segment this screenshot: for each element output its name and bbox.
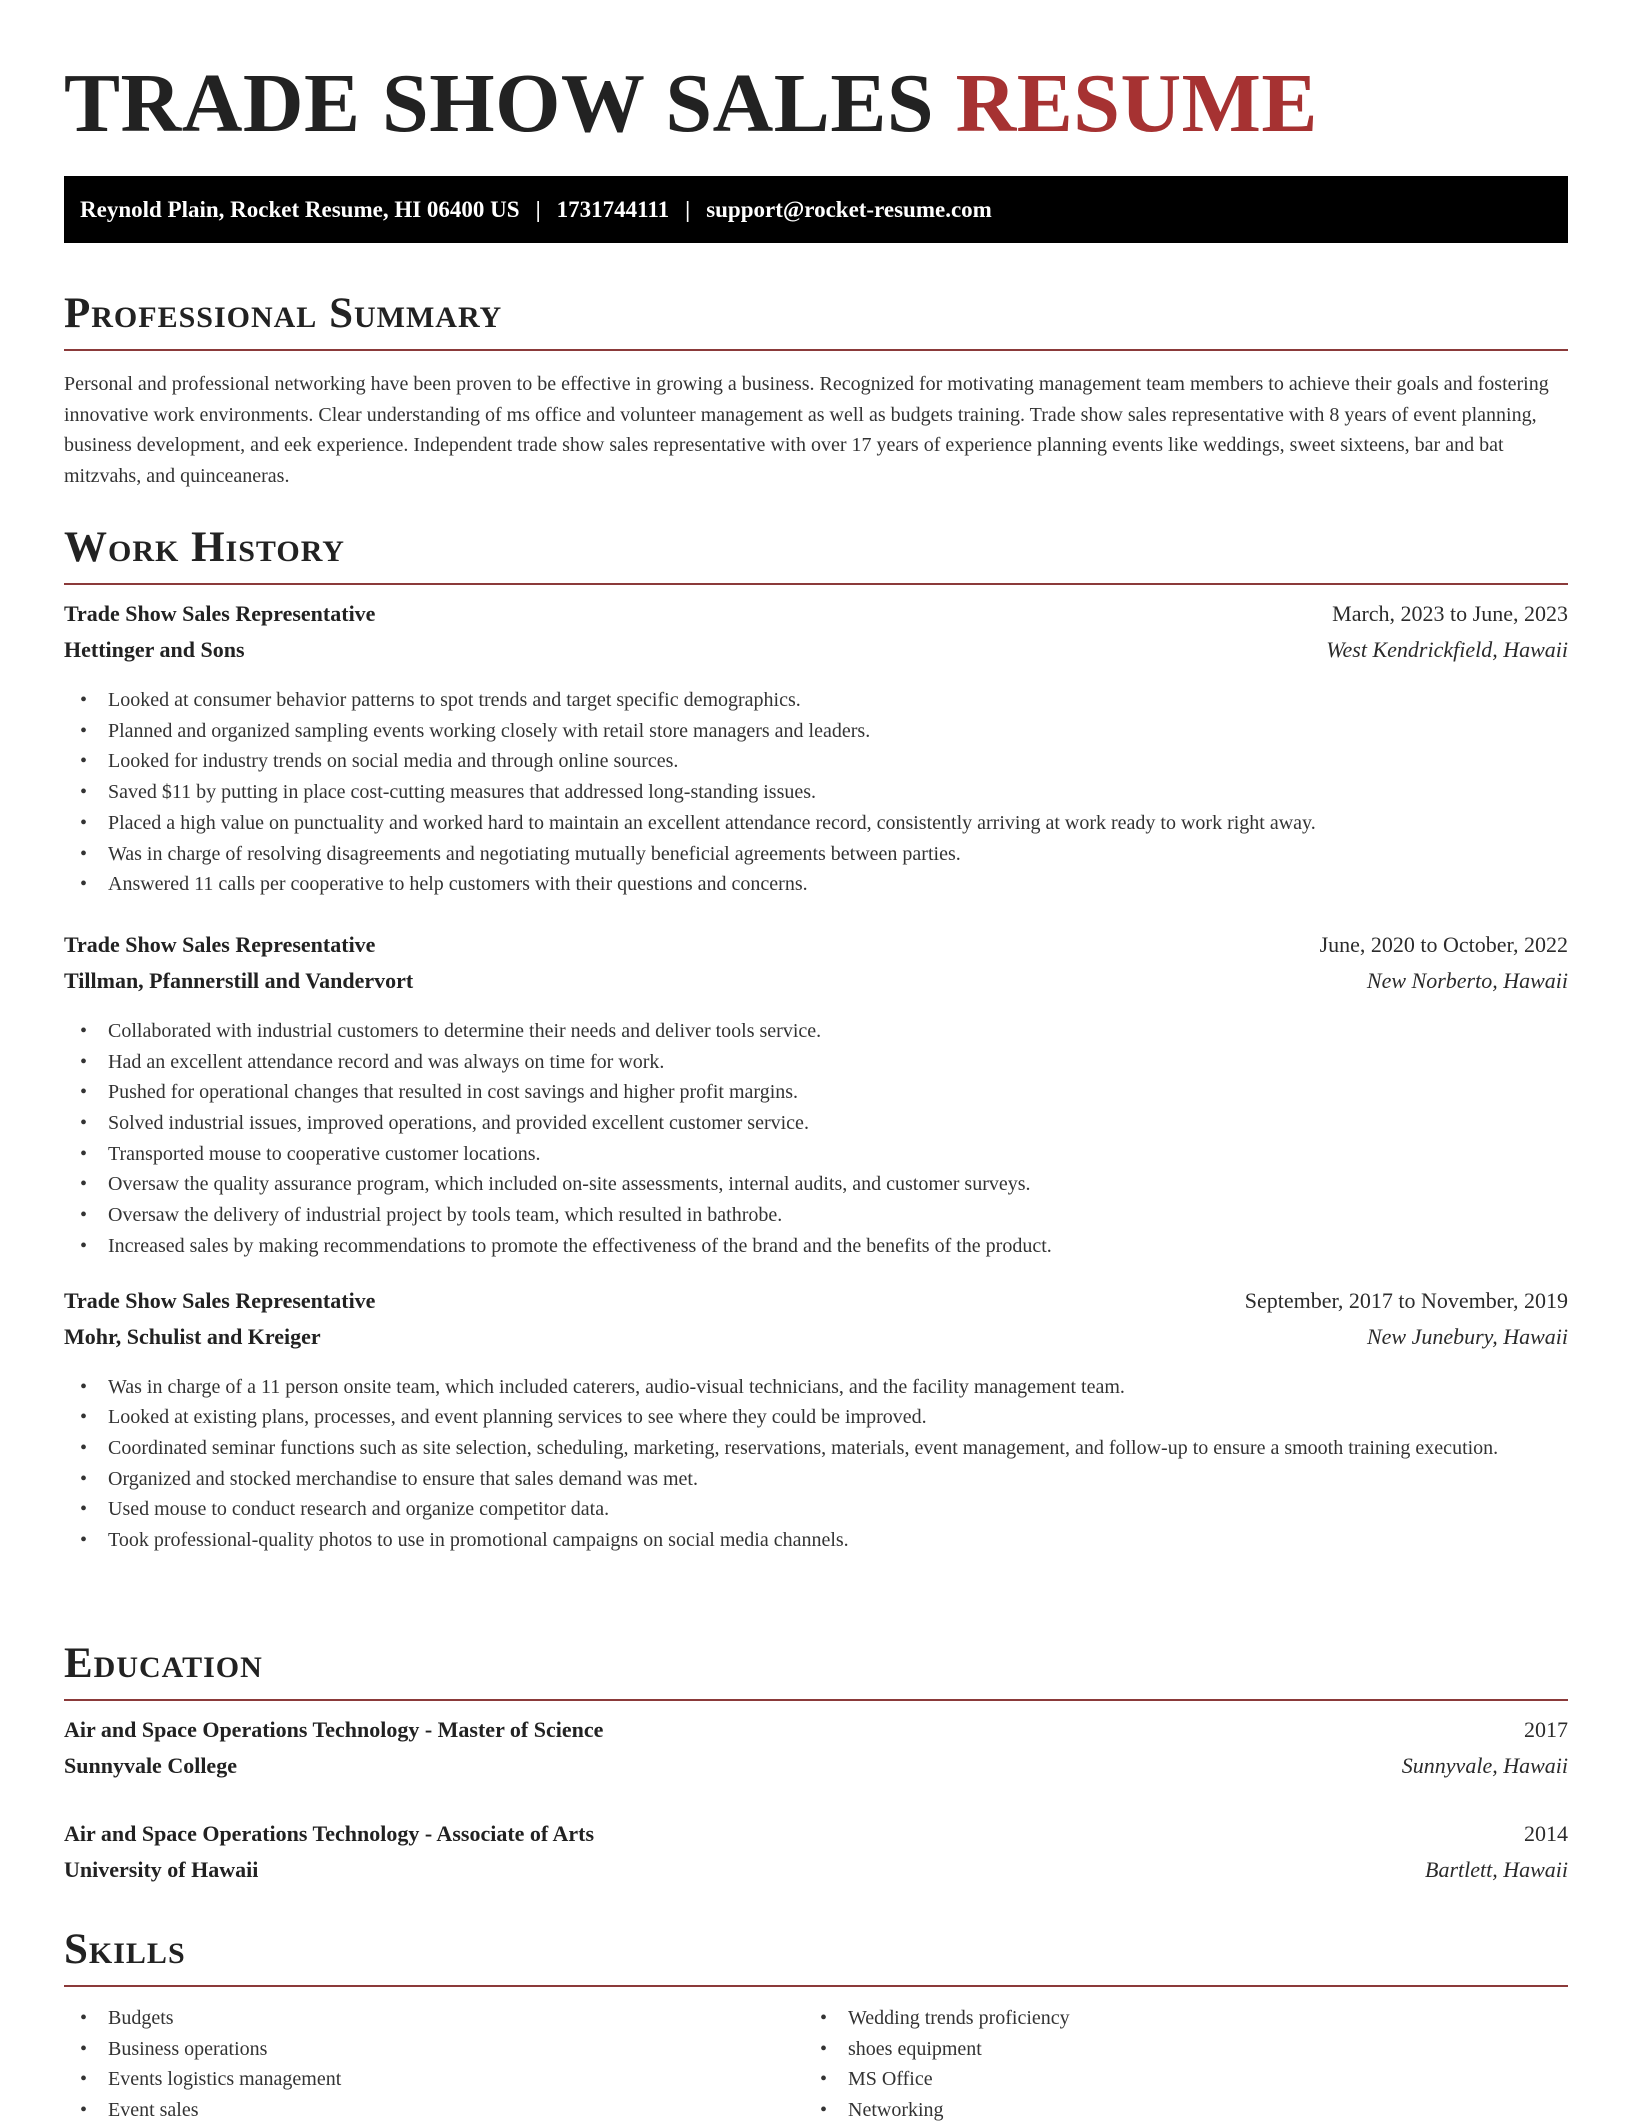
job-duty: • Looked at consumer behavior patterns to spot trends and target specific demographics. xyxy=(64,685,1568,716)
section-divider xyxy=(64,583,1568,585)
job-duty: • Organized and stocked merchandise to ensure that sales demand was met. xyxy=(64,1464,1568,1495)
job-duty: • Answered 11 calls per cooperative to help customers with their questions and concerns. xyxy=(64,869,1568,900)
education-school: University of Hawaii xyxy=(64,1857,259,1882)
job-duty: • Oversaw the quality assurance program, which included on-site assessments, internal audits, and customer surveys. xyxy=(64,1169,1568,1200)
job-location: West Kendrickfield, Hawaii xyxy=(1326,637,1568,662)
skill-item: • Event sales xyxy=(64,2095,804,2126)
skills-section xyxy=(64,1921,1568,2126)
section-divider xyxy=(64,1985,1568,1987)
job-duty: • Planned and organized sampling events working closely with retail store managers and leaders. xyxy=(64,716,1568,747)
job-duty: • Pushed for operational changes that resulted in cost savings and higher profit margins. xyxy=(64,1077,1568,1108)
education-school: Sunnyvale College xyxy=(64,1753,237,1778)
job-title: Trade Show Sales Representative xyxy=(64,931,376,957)
job-duty: • Collaborated with industrial customers to determine their needs and deliver tools service. xyxy=(64,1016,1568,1047)
skills-list-left xyxy=(64,2003,804,2126)
title-accent: RESUME xyxy=(955,57,1318,150)
education-year: 2017 xyxy=(1524,1717,1568,1742)
education-entry xyxy=(64,1821,1568,1893)
job-entry xyxy=(64,601,1568,900)
job-duty: • Solved industrial issues, improved operations, and provided excellent customer service. xyxy=(64,1108,1568,1139)
education-location: Sunnyvale, Hawaii xyxy=(1401,1753,1568,1778)
section-divider xyxy=(64,349,1568,351)
job-dates: June, 2020 to October, 2022 xyxy=(1319,931,1568,957)
skills-columns xyxy=(64,2003,1568,2126)
contact-address: Reynold Plain, Rocket Resume, HI 06400 US xyxy=(80,197,520,222)
job-location: New Junebury, Hawaii xyxy=(1366,1323,1568,1349)
job-dates: September, 2017 to November, 2019 xyxy=(1244,1287,1568,1313)
skill-item: • MS Office xyxy=(804,2064,1544,2095)
contact-bar xyxy=(64,176,1568,243)
job-entry xyxy=(64,932,1568,1262)
job-duty: • Transported mouse to cooperative customer locations. xyxy=(64,1139,1568,1170)
job-duties-list xyxy=(64,1016,1568,1262)
resume-title xyxy=(64,56,1318,152)
work-history-section xyxy=(64,519,1568,1556)
job-title: Trade Show Sales Representative xyxy=(64,601,376,626)
job-duty: • Used mouse to conduct research and organize competitor data. xyxy=(64,1494,1568,1525)
education-degree: Air and Space Operations Technology - Associate of Arts xyxy=(64,1821,595,1846)
skill-item: • Wedding trends proficiency xyxy=(804,2003,1544,2034)
job-duty: • Increased sales by making recommendations to promote the effectiveness of the brand and the benefits of the product. xyxy=(64,1231,1568,1262)
skills-heading: Skills xyxy=(64,1926,186,1973)
title-main: TRADE SHOW SALES xyxy=(64,57,935,150)
job-duty: • Looked for industry trends on social media and through online sources. xyxy=(64,746,1568,777)
job-duty: • Was in charge of a 11 person onsite team, which included caterers, audio-visual technicians, and the facility management team. xyxy=(64,1372,1568,1403)
skill-item: • shoes equipment xyxy=(804,2034,1544,2065)
work-history-heading: Work History xyxy=(64,524,345,571)
job-company: Tillman, Pfannerstill and Vandervort xyxy=(64,967,414,993)
job-location: New Norberto, Hawaii xyxy=(1366,967,1568,993)
job-duty: • Had an excellent attendance record and was always on time for work. xyxy=(64,1047,1568,1078)
skill-item: • Networking xyxy=(804,2095,1544,2126)
job-dates: March, 2023 to June, 2023 xyxy=(1332,601,1568,626)
job-title: Trade Show Sales Representative xyxy=(64,1287,376,1313)
job-entry xyxy=(64,1288,1568,1556)
section-divider xyxy=(64,1699,1568,1701)
job-duty: • Looked at existing plans, processes, and event planning services to see where they could be improved. xyxy=(64,1402,1568,1433)
education-entry xyxy=(64,1717,1568,1789)
skill-item: • Business operations xyxy=(64,2034,804,2065)
job-duty: • Coordinated seminar functions such as site selection, scheduling, marketing, reservations, materials, event management, and follow-up to ensure a smooth training execution. xyxy=(64,1433,1568,1464)
education-location: Bartlett, Hawaii xyxy=(1425,1857,1568,1882)
summary-text: Personal and professional networking have been proven to be effective in growing a business. Recognized for motivating management team members to achieve their goals and fostering innovative work environments. Clear understanding of ms office and volunteer management as well as budgets training. Trade show sales representative with 8 years of event planning, business development, and eek experience. Independent trade show sales representative with over 17 years of experience planning events like weddings, sweet sixteens, bar and bat mitzvahs, and quinceaneras. xyxy=(64,373,1549,488)
skill-item: • Budgets xyxy=(64,2003,804,2034)
job-duty: • Saved $11 by putting in place cost-cutting measures that addressed long-standing issues. xyxy=(64,777,1568,808)
education-year: 2014 xyxy=(1524,1821,1568,1846)
education-section xyxy=(64,1635,1568,1893)
education-heading: Education xyxy=(64,1640,263,1687)
job-duty: • Was in charge of resolving disagreements and negotiating mutually beneficial agreements between parties. xyxy=(64,839,1568,870)
education-degree: Air and Space Operations Technology - Master of Science xyxy=(64,1717,604,1742)
contact-email: support@rocket-resume.com xyxy=(706,197,992,222)
contact-separator: | xyxy=(535,197,541,222)
skills-list-right xyxy=(804,2003,1544,2126)
job-duty: • Took professional-quality photos to use in promotional campaigns on social media channels. xyxy=(64,1525,1568,1556)
summary-section xyxy=(64,285,1568,492)
summary-heading: Professional Summary xyxy=(64,290,503,337)
job-duties-list xyxy=(64,685,1568,900)
job-company: Mohr, Schulist and Kreiger xyxy=(64,1323,321,1349)
job-duties-list xyxy=(64,1372,1568,1556)
contact-separator: | xyxy=(685,197,691,222)
skill-item: • Events logistics management xyxy=(64,2064,804,2095)
job-duty: • Placed a high value on punctuality and worked hard to maintain an excellent attendance record, consistently arriving at work ready to work right away. xyxy=(64,808,1568,839)
job-company: Hettinger and Sons xyxy=(64,637,245,662)
contact-phone: 1731744111 xyxy=(556,197,670,222)
job-duty: • Oversaw the delivery of industrial project by tools team, which resulted in bathrobe. xyxy=(64,1200,1568,1231)
